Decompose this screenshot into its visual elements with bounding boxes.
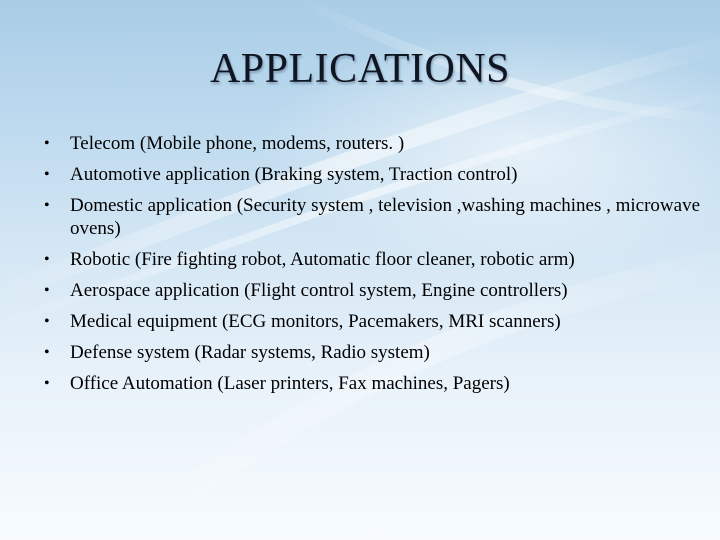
bullet-text: Aerospace application (Flight control system, Engine controllers) <box>70 280 568 301</box>
bullet-item <box>44 248 704 271</box>
slide-title: APPLICATIONS <box>209 46 511 92</box>
bullet-item <box>44 163 704 186</box>
bullet-text: Telecom (Mobile phone, modems, routers. ) <box>70 133 405 154</box>
bullet-icon: • <box>44 282 50 299</box>
bullet-icon: • <box>44 344 50 361</box>
bullet-icon: • <box>44 375 50 392</box>
bullet-text: Domestic application (Security system , television ,washing machines , microwave ovens) <box>70 195 701 239</box>
bullet-icon: • <box>44 251 50 268</box>
bullet-list <box>44 132 704 403</box>
bullet-icon: • <box>44 135 50 152</box>
bullet-item <box>44 132 704 155</box>
bullet-item <box>44 279 704 302</box>
bullet-text: Office Automation (Laser printers, Fax machines, Pagers) <box>70 373 510 394</box>
bullet-text: Medical equipment (ECG monitors, Pacemakers, MRI scanners) <box>70 311 561 332</box>
bullet-icon: • <box>44 166 50 183</box>
bullet-text: Defense system (Radar systems, Radio system) <box>70 342 430 363</box>
bullet-item <box>44 310 704 333</box>
bullet-item <box>44 372 704 395</box>
bullet-icon: • <box>44 197 50 214</box>
bullet-text: Robotic (Fire fighting robot, Automatic floor cleaner, robotic arm) <box>70 249 575 270</box>
bullet-icon: • <box>44 313 50 330</box>
bullet-item <box>44 341 704 364</box>
bullet-item <box>44 194 704 240</box>
bullet-text: Automotive application (Braking system, Traction control) <box>70 164 518 185</box>
